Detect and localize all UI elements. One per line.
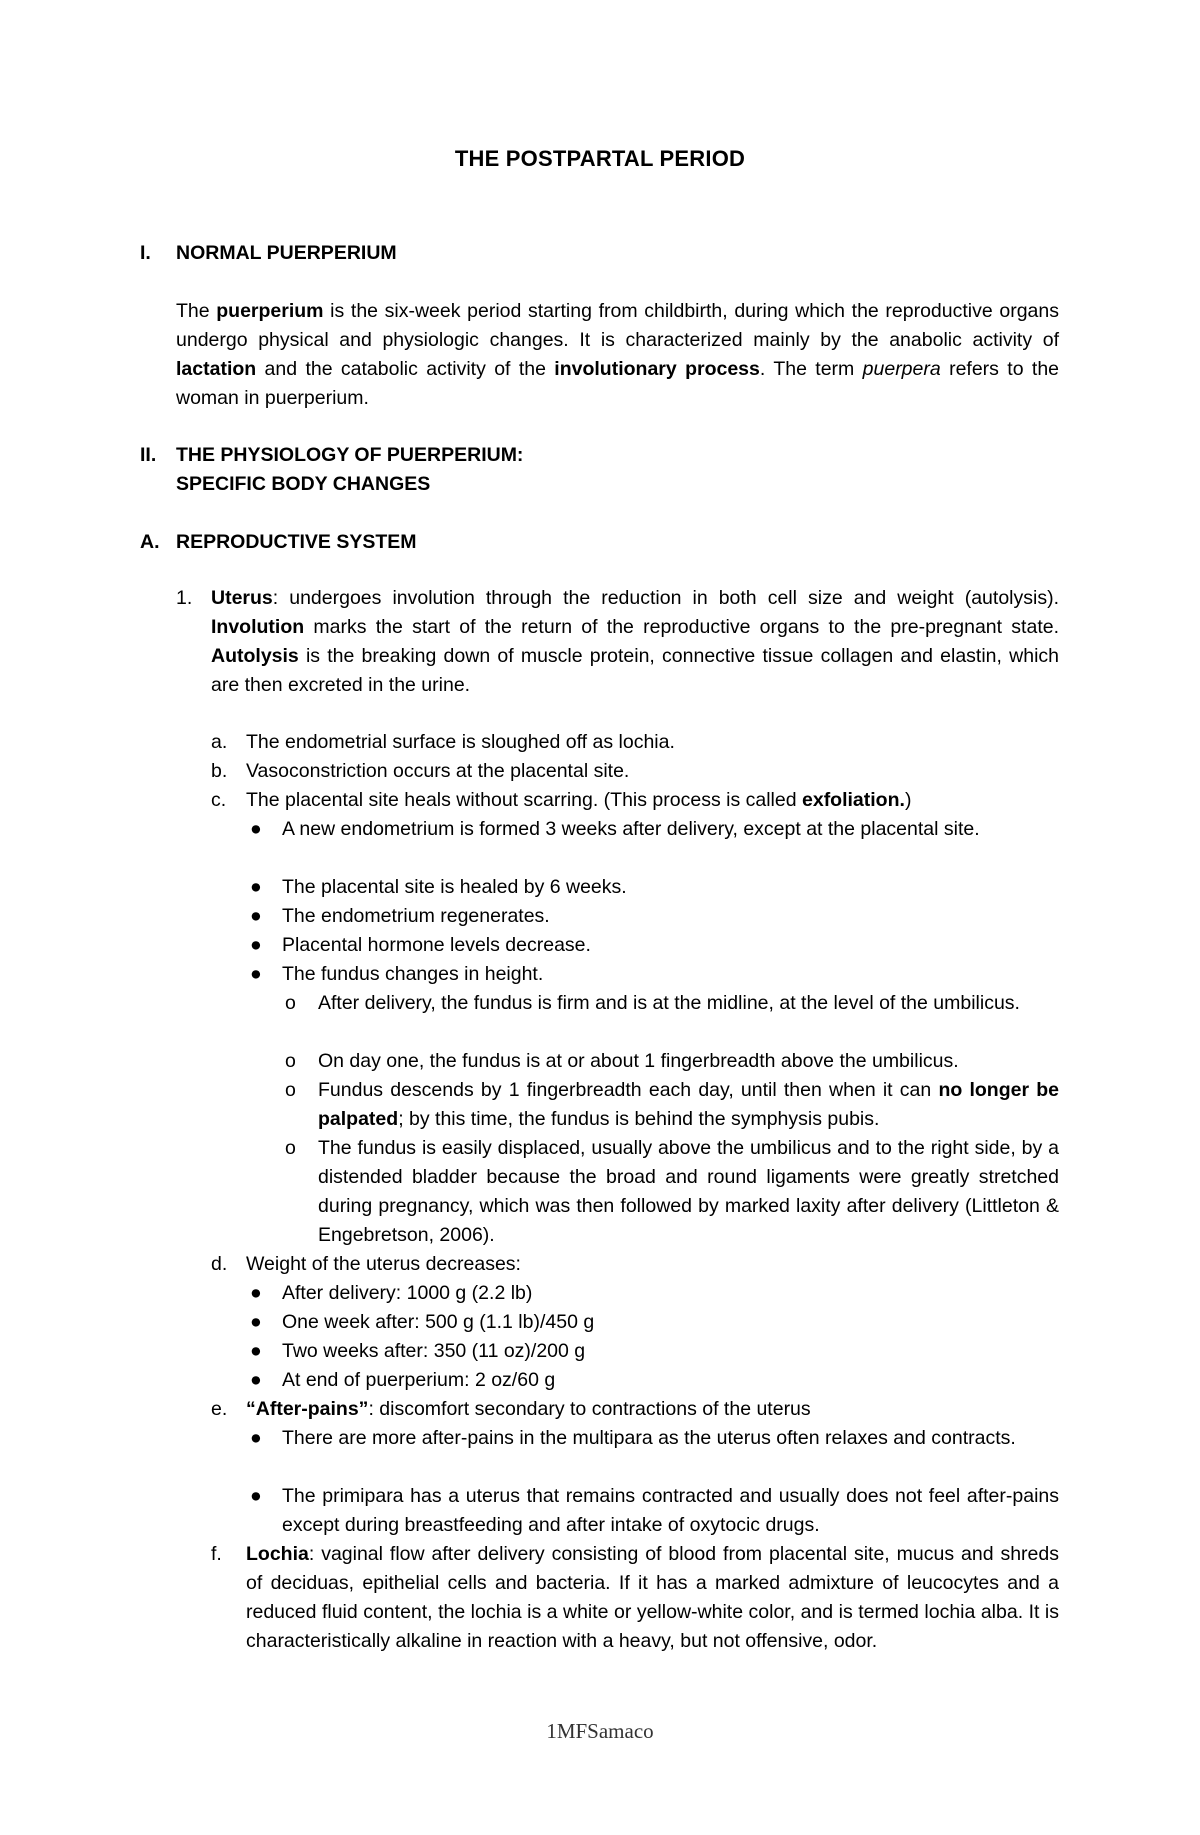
puerperium-definition: The puerperium is the six-week period starting from childbirth, during which the reproductive organs undergo physical and physiologic changes. It is characterized mainly by the anabolic activity of lactation and the catabolic activity of the involutionary process. The term puerpera refers to the woman in puerperium. [176,300,1060,409]
bullet-icon: ● [250,1485,262,1507]
e-bullet-2: ● The primipara has a uterus that remains contracted and usually does not feel after-pains except during breastfeeding and after intake of oxytocic drugs. [0,1482,1200,1540]
bullet-icon: ● [250,1427,262,1449]
section-1-number: I. [140,242,151,264]
term-autolysis: Autolysis [211,645,299,667]
circle-bullet-icon: o [285,1137,296,1159]
circle-bullet-icon: o [285,1079,296,1101]
page-footer: 1MFSamaco [546,1719,654,1743]
term-involution: Involution [211,616,305,638]
term-involutionary-process: involutionary process [554,358,760,380]
term-lactation: lactation [176,358,257,380]
term-puerpera: puerpera [862,358,941,380]
circle-bullet-icon: o [285,1050,296,1072]
uterus-item [0,584,1200,704]
term-after-pains: “After-pains” [246,1398,369,1420]
section-a-number: A. [140,531,160,553]
bullet-icon: ● [250,963,262,985]
fundus-item-4: o The fundus is easily displaced, usually above the umbilicus and to the right side, by a distended bladder because the broad and round ligaments were greatly stretched during pregnancy, which was then followed by marked laxity after delivery (Littleton & Engebretson, 2006). [0,1134,1200,1250]
term-no-longer-palpated: no longer be palpated [318,1079,1059,1130]
fundus-item-1: o After delivery, the fundus is firm and is at the midline, at the level of the umbilicus. [0,989,1200,1047]
bullet-icon: ● [250,1369,262,1391]
bullet-icon: ● [250,1282,262,1304]
section-2-number: II. [140,444,157,466]
section-a-title: REPRODUCTIVE SYSTEM [176,531,417,553]
fundus-item-3: o Fundus descends by 1 fingerbreadth each day, until then when it can no longer be palpated; by this time, the fundus is behind the symphysis pubis. [0,1076,1200,1134]
circle-bullet-icon: o [285,992,296,1014]
section-2-title-line2: SPECIFIC BODY CHANGES [176,473,431,495]
bullet-icon: ● [250,905,262,927]
section-2-title-line1: THE PHYSIOLOGY OF PUERPERIUM: [176,444,524,466]
document-title: THE POSTPARTAL PERIOD [454,146,746,171]
term-lochia: Lochia [246,1543,309,1565]
term-exfoliation: exfoliation. [802,789,905,811]
bullet-icon: ● [250,934,262,956]
uterus-number: 1. [176,587,193,609]
e-bullet-1: ● There are more after-pains in the multipara as the uterus often relaxes and contracts. [0,1424,1200,1482]
bullet-icon: ● [250,818,262,840]
list-item-f: f. Lochia: vaginal flow after delivery consisting of blood from placental site, mucus and shreds of deciduas, epithelial cells and bacteria. If it has a marked admixture of leucocytes and a reduced fluid content, the lochia is a white or yellow-white color, and is termed lochia alba. It is characteristically alkaline in reaction with a heavy, but not offensive, odor. [211,1543,1059,1652]
bullet-icon: ● [250,1311,262,1333]
term-uterus: Uterus [211,587,273,609]
bullet-icon: ● [250,876,262,898]
section-2-heading [0,441,1200,501]
document-page: THE POSTPARTAL PERIOD I. NORMAL PUERPERIUM The puerperium is the six-week period starting from childbirth, during which the reproductive organs undergo physical and physiologic changes. It is characterized mainly by the anabolic activity of lactation and the catabolic activity of the involutionary process. The term puerpera refers to the woman in puerperium. II. THE PHYSIOLOGY OF PUERPERIUM: SPECIFIC BODY CHANGES A. REPRODUCTIVE SYSTEM 1. Uterus: undergoes involution through the reduction in both cell size and weight (autolysis). Involution marks the start of the return of the reproductive organs to the pre-pregnant state. Autolysis is the breaking down of muscle protein, connective tissue collagen and elastin, which are then excreted in the urine. a. The endometrial surface is sloughed off as lochia. b. Vasoconstriction occurs at the placental site. c. The placental site heals without scarring. (This process is called exfoliation.) ● A new endometrium is formed 3 weeks after delivery, except at the placental site. ● The placental site is healed by 6 weeks. ● The endometrium regenerates. ● Placental hormone levels decrease. ● The fundus changes in height. o After delivery, the fundus is firm and is at the midline, at the level of the umbilicus. o On day one, the fundus is at or about 1 fingerbreadth above the umbilicus. o Fundus descends by 1 fingerbreadth each day, until then when it can no longer be palpated; by this time, the fundus is behind the symphysis pubis. o The fundus is easily displaced, usually above the umbilicus and to the right side, by a distended bladder because the broad and round ligaments were greatly stretched during pregnancy, which was then followed by marked laxity after delivery (Littleton & Engebretson, 2006). d. Weight of the uterus decreases: ● After delivery: 1000 g (2.2 lb) ● One week after: 500 g (1.1 lb)/450 g ● Two weeks after: 350 (11 oz)/200 g ● At end of puerperium: 2 oz/60 g e. “After-pains”: discomfort secondary to contractions of the uterus ● There are more after-pains in the multipara as the uterus often relaxes and contracts. ● The primipara has a uterus that remains contracted and usually does not feel after-pains except during breastfeeding and after intake of oxytocic drugs. f. Lochia: vaginal flow after delivery consisting of blood from placental site, mucus and shreds of deciduas, epithelial cells and bacteria. If it has a marked admixture of leucocytes and a reduced fluid content, the lochia is a white or yellow-white color, and is termed lochia alba. It is characteristically alkaline in reaction with a heavy, but not offensive, odor. 1MFSamaco [0,0,1200,1835]
uterus-text: Uterus: undergoes involution through the reduction in both cell size and weight (autolysis). Involution marks the start of the return of the reproductive organs to the pre-pregnant state. Autolysis is the breaking down of muscle protein, connective tissue collagen and elastin, which are then excreted in the urine. [211,587,1059,696]
section-1-title: NORMAL PUERPERIUM [176,242,397,264]
bullet-icon: ● [250,1340,262,1362]
c-bullet-1: ● A new endometrium is formed 3 weeks after delivery, except at the placental site. [0,815,1200,873]
term-puerperium: puerperium [216,300,324,322]
